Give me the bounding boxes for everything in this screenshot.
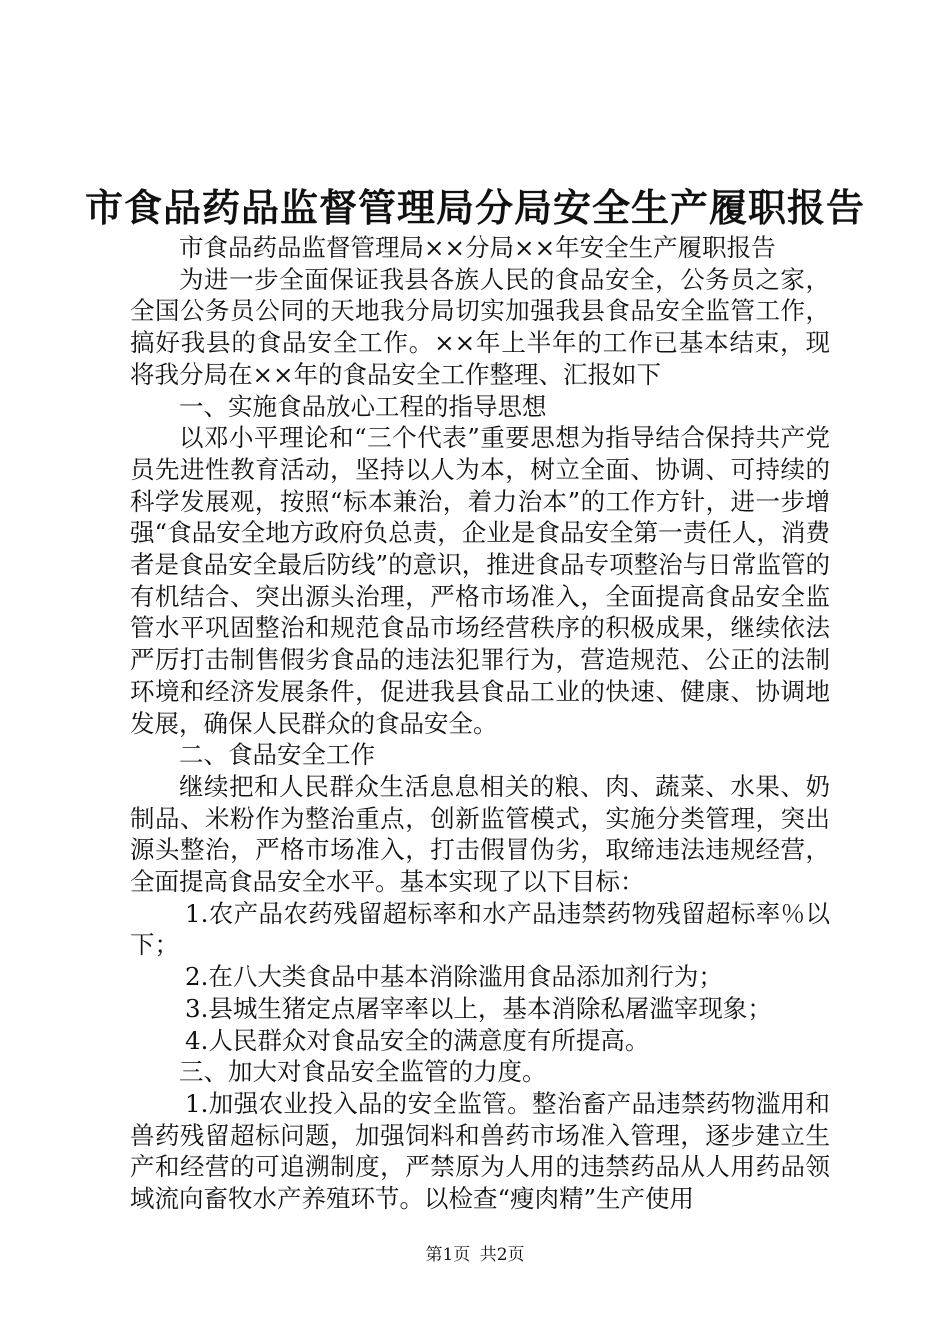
goal-item-1: 1.农产品农药残留超标率和水产品违禁药物残留超标率％以下；: [130, 898, 830, 960]
goal-item-4: 4.人民群众对食品安全的满意度有所提高。: [185, 1025, 650, 1055]
document-title: 市食品药品监督管理局分局安全生产履职报告: [84, 185, 865, 230]
section-1-paragraph: 以邓小平理论和“三个代表”重要思想为指导结合保持共产党员先进性教育活动，坚持以人为本，树立全面、协调、可持续的科学发展观，按照“标本兼治，着力治本”的工作方针，进一步增强“食品安全地方政府负总责，企业是食品安全第一责任人，消费者是食品安全最后防线”的意识，推进食品专项整治与日常监管的有机结合、突出源头治理，严格市场准入，全面提高食品安全监管水平巩固整治和规范食品市场经营秩序的积极成果，继续依法严厉打击制售假劣食品的违法犯罪行为，营造规范、公正的法制环境和经济发展条件，促进我县食品工业的快速、健康、协调地发展，确保人民群众的食品安全。: [130, 423, 830, 738]
section-2-paragraph: 继续把和人民群众生活息息相关的粮、肉、蔬菜、水果、奶制品、米粉作为整治重点，创新监管模式，实施分类管理，突出源头整治，严格市场准入，打击假冒伪劣，取缔违法违规经营，全面提高食品安全水平。基本实现了以下目标：: [130, 771, 830, 897]
section-3-item-1: 1.加强农业投入品的安全监管。整治畜产品违禁药物滥用和兽药残留超标问题，加强饲料和兽药市场准入管理，逐步建立生产和经营的可追溯制度，严禁原为人用的违禁药品从人用药品领域流向畜牧水产养殖环节。以检查“瘦肉精”生产使用: [130, 1088, 830, 1214]
document-body: [130, 232, 830, 1215]
intro-paragraph: 为进一步全面保证我县各族人民的食品安全，公务员之家，全国公务员公同的天地我分局切实加强我县食品安全监管工作，搞好我县的食品安全工作。××年上半年的工作已基本结束，现将我分局在××年的食品安全工作整理、汇报如下: [130, 264, 830, 389]
page-footer: [0, 1244, 950, 1266]
section-heading-3: 三、加大对食品安全监管的力度。: [179, 1057, 547, 1087]
page-number: 第1页: [425, 1245, 471, 1265]
subtitle-paragraph: 市食品药品监督管理局××分局××年安全生产履职报告: [179, 233, 776, 262]
goal-item-2: 2.在八大类食品中基本消除滥用食品添加剂行为；: [185, 962, 723, 992]
section-heading-1: 一、实施食品放心工程的指导思想: [179, 391, 547, 421]
page-total: 共2页: [479, 1245, 525, 1265]
goal-item-3: 3.县城生猪定点屠宰率以上，基本消除私屠滥宰现象；: [185, 993, 772, 1023]
section-heading-2: 二、食品安全工作: [179, 740, 375, 770]
